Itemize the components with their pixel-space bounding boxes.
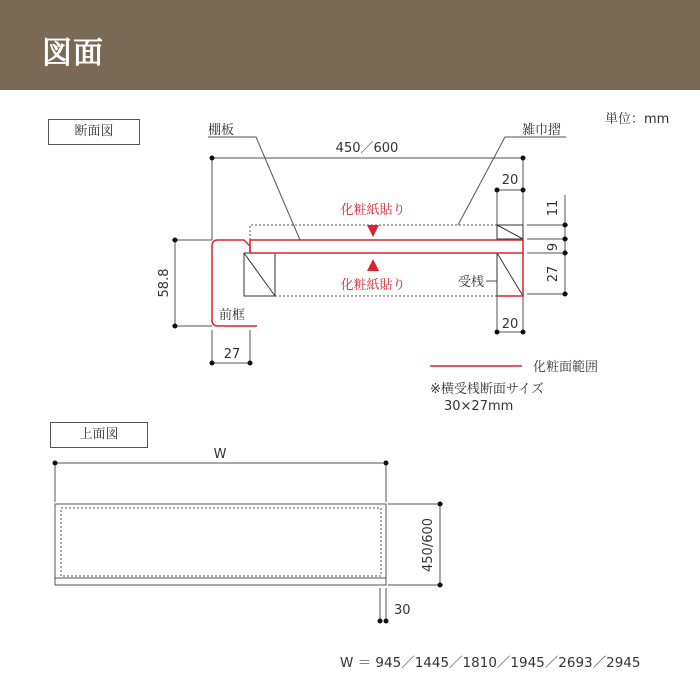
- support-bar-diagonal: [497, 253, 523, 296]
- dim-dot: [521, 330, 526, 335]
- dim-58-8-label: 58.8: [157, 268, 172, 298]
- page-title: 図面: [42, 36, 104, 71]
- footer-widths-text: W ＝ 945／1445／1810／1945／2693／2945: [340, 655, 641, 671]
- note-line-1: ※横受桟断面サイズ: [430, 382, 544, 397]
- depth-dimension-label: 450/600: [421, 517, 436, 573]
- dim-dot: [210, 361, 215, 366]
- top-view-label: 上面図: [50, 422, 148, 448]
- dim-dot: [384, 461, 389, 466]
- dim-30-label: 30: [394, 603, 411, 618]
- section-view-label: 断面図: [48, 119, 140, 145]
- dim-dot: [521, 188, 526, 193]
- dim-27-right-label: 27: [546, 265, 561, 283]
- legend-label: 化粧面範囲: [533, 360, 599, 375]
- finish-range-shelf-board: [250, 240, 523, 253]
- dim-dot: [173, 238, 178, 243]
- laminate-label-bottom: 化粧紙貼り: [340, 278, 406, 293]
- shelf-board-leader: [208, 137, 300, 240]
- dim-dot: [378, 619, 383, 624]
- dim-dot: [248, 361, 253, 366]
- shelf-board-label: 棚板: [208, 123, 235, 138]
- top-view-inner-outline: [61, 508, 381, 576]
- dim-dot: [173, 324, 178, 329]
- dim-20-bottom-label: 20: [501, 317, 519, 332]
- top-view-outline: [55, 504, 386, 585]
- dim-dot: [438, 583, 443, 588]
- dim-20-top-label: 20: [501, 173, 519, 188]
- arrow-up-icon: [367, 259, 379, 271]
- dim-dot: [521, 156, 526, 161]
- front-frame-diagonal: [244, 253, 275, 296]
- note-line-2: 30×27mm: [444, 399, 514, 414]
- front-frame-label: 前框: [219, 308, 246, 323]
- dim-dot: [563, 292, 568, 297]
- dust-strip-diagonal: [497, 225, 523, 239]
- dim-11-label: 11: [546, 199, 561, 217]
- dim-dot: [53, 461, 58, 466]
- width-dimension-label: 450／600: [335, 141, 399, 156]
- w-dimension-label: W: [213, 447, 227, 462]
- dim-27-bottom-label: 27: [223, 347, 241, 362]
- dim-dot: [495, 330, 500, 335]
- dim-dot: [563, 223, 568, 228]
- laminate-label-top: 化粧紙貼り: [340, 203, 406, 218]
- dim-dot: [210, 156, 215, 161]
- arrow-down-icon: [367, 225, 379, 237]
- unit-label: 単位：mm: [605, 112, 670, 127]
- dim-9-label: 9: [546, 242, 561, 252]
- dim-dot: [563, 237, 568, 242]
- support-bar-label: 受桟: [458, 275, 485, 290]
- dim-dot: [563, 251, 568, 256]
- dust-strip-label: 雑巾摺: [522, 123, 562, 138]
- shelf-board-outline: [250, 225, 523, 240]
- dim-dot: [384, 619, 389, 624]
- dim-dot: [438, 502, 443, 507]
- dim-dot: [495, 188, 500, 193]
